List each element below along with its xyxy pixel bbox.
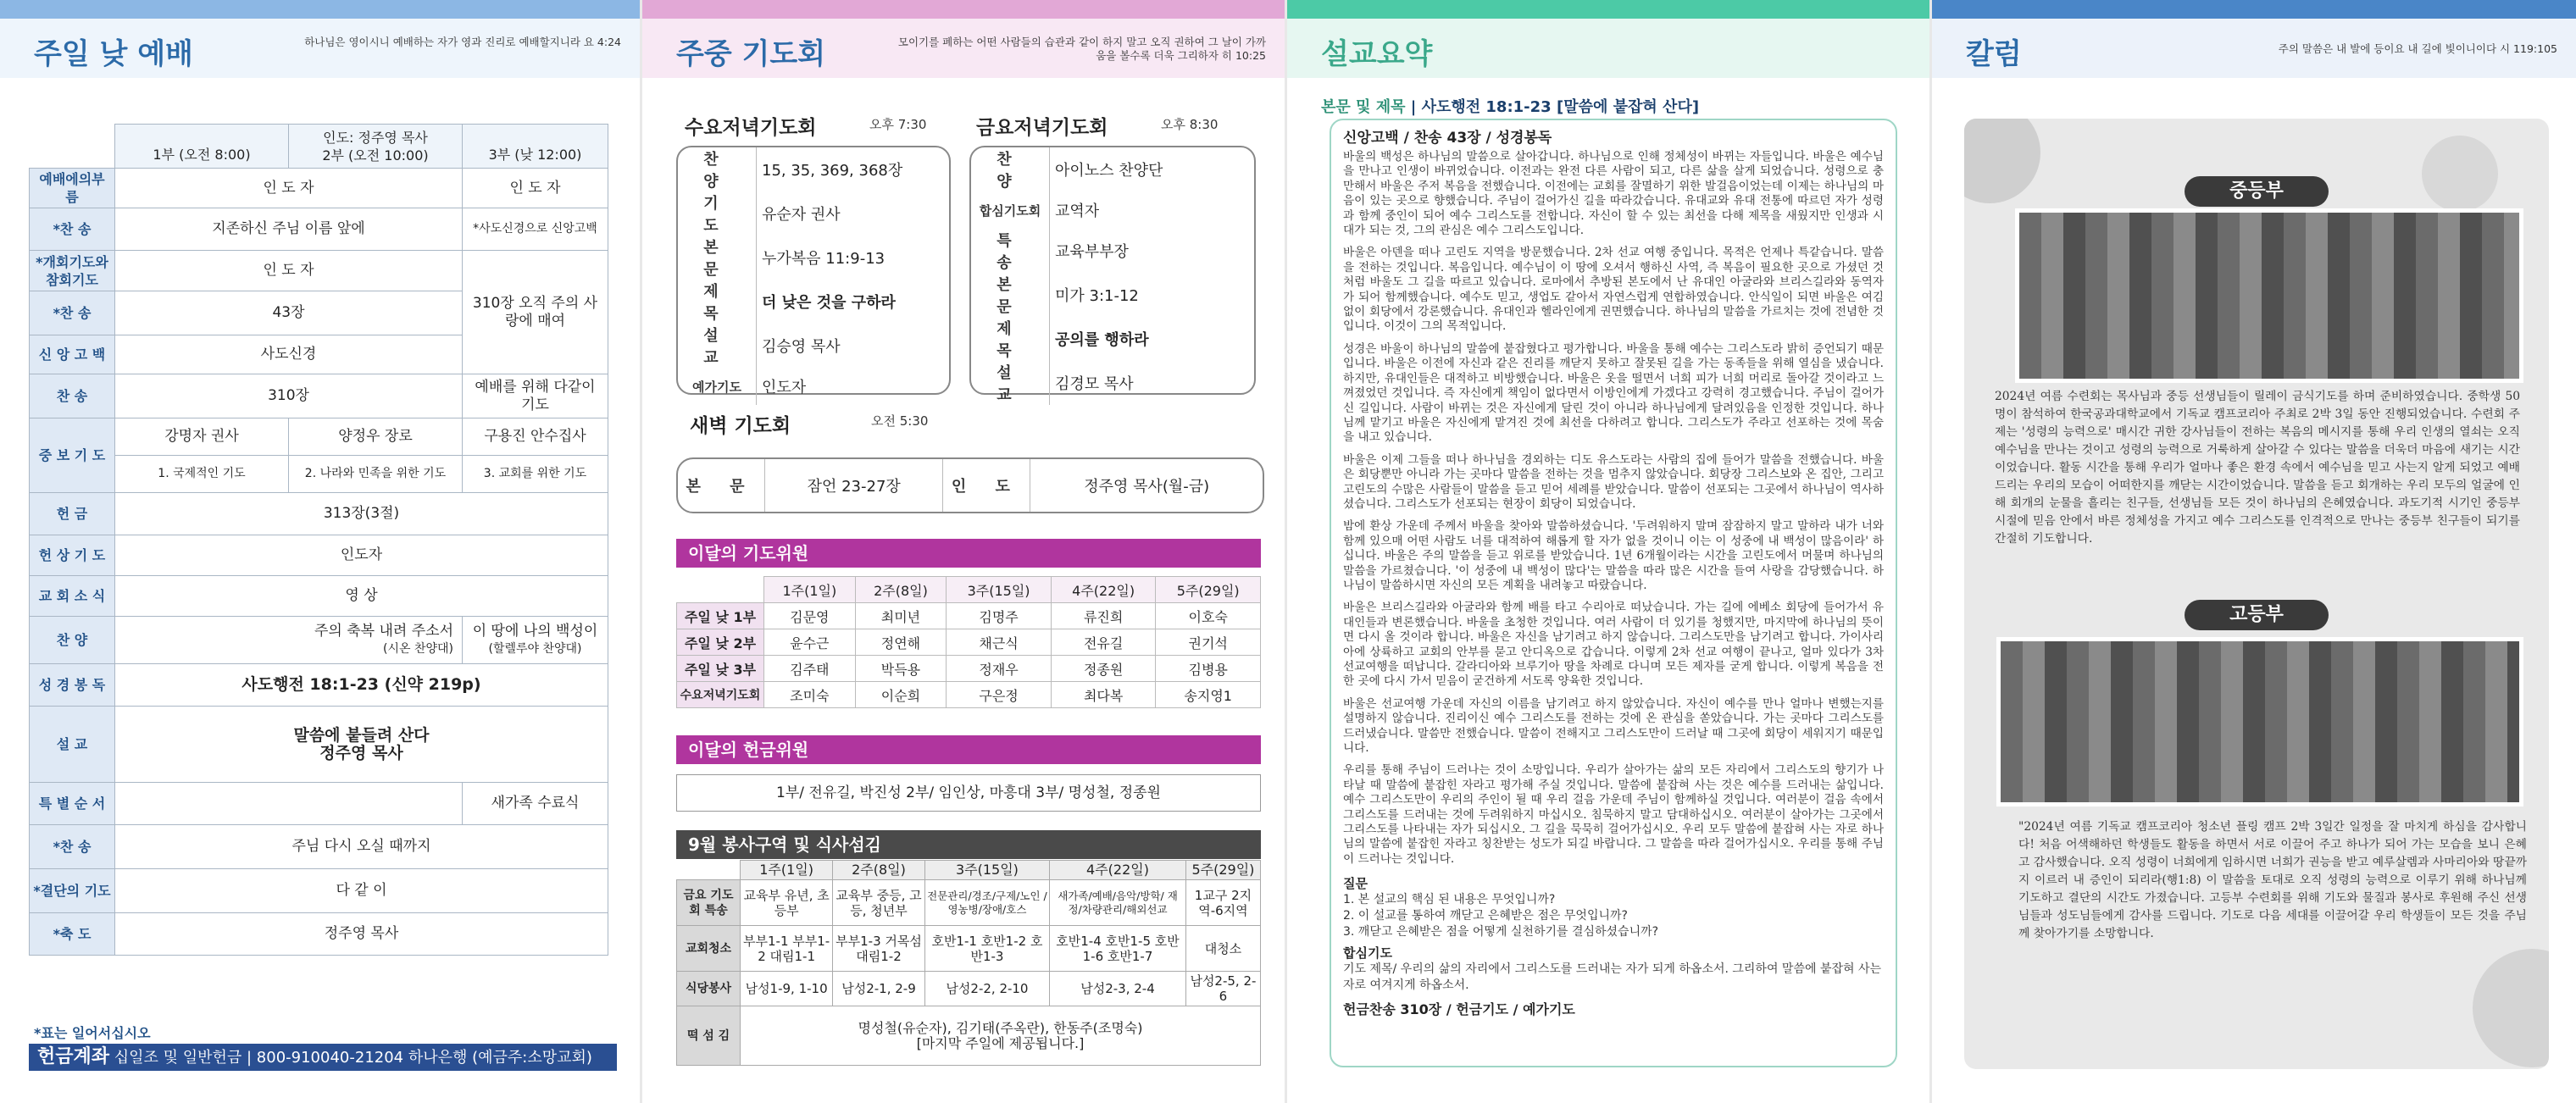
- table-row: *결단의 기도 다 같 이: [30, 869, 608, 913]
- section-pill-high: 고등부: [2185, 600, 2329, 630]
- section-pill-middle: 중등부: [2185, 176, 2329, 207]
- service-title: 9월 봉사구역 및 식사섬김: [676, 830, 1261, 859]
- table-row: 교 회 소 식 영 상: [30, 576, 608, 617]
- panel-title: 칼럼: [1966, 37, 2022, 71]
- table-row: 수요저녁기도회 조미숙 이순희 구은정 최다복 송지영1: [677, 682, 1261, 708]
- decor-circle: [1964, 119, 2040, 203]
- prayer-committee-title: 이달의 기도위원: [676, 539, 1261, 568]
- panel-title: 설교요약: [1321, 37, 1433, 71]
- table-row: 성 경 봉 독 사도행전 18:1-23 (신약 219p): [30, 664, 608, 707]
- sermon-paragraph: 성경은 바울이 하나님의 말씀에 붙잡혔다고 평가합니다. 바울을 통해 예수는 그리스도라 밝히 증언되기 때문입니다. 바울은 이전에 자신과 같은 진리를 깨닫지 못하고 잘못된 길을 가는 동족들을 위해 열심을 냈습니다. 하지만, 유대인들은 대적하고 비방했습니다. 바울은 옷을 떨면서 너희 피가 너희 머리로 돌아갈 것이라고 느껴졌었던 것입니다. 즉 자신에게 책임이 없다면서 이방인에게 가겠다고 강력히 경고했습니다. 주님이 걸어가신 길입니다. 사람이 바뀌는 것은 자신에게 달린 것이 아니라 하나님에게 달려있음을 인정한 것입니다. 하나님께 맡기고 바울은 자신에게 맡겨진 것에 최선을 다하려고 합니다. 그리스도가 주라고 선포하는 것에 목숨을 내고 있습니다.: [1343, 341, 1884, 445]
- table-row: 교회청소 부부1-1 부부1-2 대림1-1 부부1-3 거목섬 대림1-2 호반1-1 호반1-2 호반1-3 호반1-4 호반1-5 호반1-6 호반1-7 대청소: [677, 926, 1261, 972]
- sermon-paragraph: 바울은 선교여행 가운데 자신의 이름을 남기려고 하지 않았습니다. 자신이 예수를 만나 얼마나 변했는지를 설명하지 않습니다. 진리이신 예수 그리스도를 전하는 것에 온 관심을 쏟았습니다. 가는 곳마다 그리스도를 드러냈습니다. 말씀만 전했습니다. 말씀이 전해지고 그리스도만이 드러날 때 그곳에 회당이 세워지기 때문입니다.: [1343, 696, 1884, 756]
- panel-header: [642, 19, 1285, 78]
- col-part1: 1부 (오전 8:00): [115, 125, 289, 169]
- top-color-bar: [642, 0, 1285, 19]
- panel-header: [1287, 19, 1929, 78]
- prayer-committee-table: 1주(1일) 2주(8일) 3주(15일) 4주(22일) 5주(29일) 주일 낮 1부 김문영 최미년 김명주 류진희 이호숙 주일 낮 2부 윤수근 정연해 채근식 전유길 권기석 주일 낮 3부 김주태 박득용 정재우 정종원 김병용 수요저녁기도회 조미숙 이순희 구은정 최다복 송지영1: [676, 576, 1261, 708]
- table-row: 주일 낮 2부 윤수근 정연해 채근식 전유길 권기석: [677, 629, 1261, 656]
- table-row: 헌 금 313장(3절): [30, 493, 608, 535]
- wed-time: 오후 7:30: [869, 117, 927, 132]
- header-verse: 하나님은 영이시니 예배하는 자가 영과 진리로 예배할지니라 요 4:24: [304, 36, 621, 48]
- offering-committee-title: 이달의 헌금위원: [676, 735, 1261, 764]
- stand-note: *표는 일어서십시오: [34, 1025, 151, 1041]
- table-row: 예배에의부름 인 도 자 인 도 자: [30, 169, 608, 208]
- table-row: 금요 기도회 특송 교육부 유년, 초등부 교육부 중등, 고등, 청년부 전문관리/경조/구제/노인 /영농병/장애/호스 새가족/예배/음악/방학/ 재정/차량관리/해외선교 1교구 2지역-6지역: [677, 880, 1261, 926]
- questions-title: 질문: [1343, 876, 1368, 892]
- col-part2: 인도: 정주영 목사 2부 (오전 10:00): [289, 125, 463, 169]
- table-row: *찬 송 주님 다시 오실 때까지: [30, 825, 608, 869]
- table-row: 1. 국제적인 기도 2. 나라와 민족을 위한 기도 3. 교회를 위한 기도: [30, 456, 608, 493]
- table-row: *찬 송 지존하신 주님 이름 앞에 *사도신경으로 신앙고백: [30, 208, 608, 251]
- table-row: 식당봉사 남성1-9, 1-10 남성2-1, 2-9 남성2-2, 2-10 남성2-3, 2-4 남성2-5, 2-6: [677, 972, 1261, 1006]
- question: 1. 본 설교의 핵심 된 내용은 무엇입니까?: [1343, 893, 1556, 907]
- sermon-paragraph: 바울은 이제 그들을 떠나 하나님을 경외하는 디도 유스도라는 사람의 집에 들어가 말씀을 전했습니다. 바울은 회당뿐만 아니라 가는 곳마다 말씀을 전하는 것을 멈추지 않았습니다. 회당장 그리스보와 온 집안, 그리고 고린도의 수많은 사람들이 말씀을 듣고 믿어 세례를 받았습니다. 말씀이 선포되는 그곳에서 하나님이 역사하셨습니다. 그리스도가 선포되는 현장이 회당이 되었습니다.: [1343, 452, 1884, 511]
- group-photo-middle: [2015, 208, 2523, 383]
- dawn-time: 오전 5:30: [871, 413, 929, 429]
- question: 3. 깨닫고 은혜받은 점을 어떻게 실천하기를 결심하셨습니까?: [1343, 925, 1659, 939]
- fri-box: 찬 양 아이노스 찬양단 합심기도회 교역자 특 송 교육부부장 본 문 미가 3:1-12 제 목 공의를 행하라 설 교 김경모 목사: [969, 146, 1256, 395]
- column-text-high: "2024년 여름 기독교 캠프코리아 청소년 플링 캠프 2박 3일간 일정을 잘 마치게 하심을 감사합니다! 처음 어색해하던 학생들도 활동을 하면서 서로 이끌어 주고 하나가 되어 가는 모습을 보니 은혜고 감사했습니다. 오직 성령이 너희에게 임하시면 너희가 권능을 받고 예루살렘과 사마리아와 땅끝까지 이르러 내 증인이 되리라(행1:8) 이 말씀을 토대로 오직 성령의 능력으로 이루기 위해 하나님께 기도하고 결단의 시간도 가졌습니다. 고등부 수련회를 위해 기도와 물질과 봉사로 후원해 주신 선생님들과 성도님들에게 감사를 드립니다. 기도로 다음 세대를 이끌어갈 우리 학생들이 모든 것을 주님께 찾아가기를 소망합니다.: [2018, 820, 2527, 940]
- panel-header: [1932, 19, 2576, 78]
- sermon-first-line: 신앙고백 / 찬송 43장 / 성경봉독: [1343, 130, 1552, 147]
- top-color-bar: [1932, 0, 2576, 19]
- table-row: *찬 송 43장: [30, 291, 608, 335]
- header-verse: 모이기를 폐하는 어떤 사람들의 습관과 같이 하지 말고 오직 권하여 그 날이 가까움을 볼수록 더욱 그리하자 히 10:25: [897, 36, 1266, 62]
- table-row: 설 교 말씀에 붙들려 산다 정주영 목사: [30, 707, 608, 783]
- prayer-title: 합심기도: [1343, 945, 1392, 962]
- table-row: 헌 상 기 도 인도자: [30, 535, 608, 576]
- table-row: 주일 낮 1부 김문영 최미년 김명주 류진희 이호숙: [677, 603, 1261, 629]
- table-row: 주일 낮 3부 김주태 박득용 정재우 정종원 김병용: [677, 656, 1261, 682]
- question: 2. 이 설교를 통하여 깨닫고 은혜받은 점은 무엇입니까?: [1343, 909, 1628, 923]
- table-row: 특 별 순 서 새가족 수료식: [30, 783, 608, 825]
- table-row: *개회기도와 참회기도 인 도 자 310장 오직 주의 사랑에 매여: [30, 251, 608, 291]
- table-row: *축 도 정주영 목사: [30, 913, 608, 956]
- table-row: 중 보 기 도 강명자 권사 양정우 장로 구용진 안수집사: [30, 418, 608, 456]
- group-photo-high: [1996, 637, 2523, 806]
- panel-column: [1932, 0, 2576, 1103]
- col-part3: 3부 (낮 12:00): [463, 125, 608, 169]
- sermon-paragraph: 바울은 브리스길라와 아굴라와 함께 배를 타고 수리아로 떠났습니다. 가는 길에 에베소 회당에 들어가서 유대인들과 변론했습니다. 바울을 초청한 것입니다. 여러 사람이 더 있기를 청했지만, 마지막에 하나님의 뜻이면 다시 올 것이라 합니다. 바울은 자신을 남기려고 하지 않습니다. 그리스도만을 남기려고 합니다. 가이사리아에 상륙하고 교회의 안부를 묻고 안디옥으로 갑습니다. 이렇게 2차 선교 여행이 끝나고, 얼마 있다가 3차 선교여행을 떠납니다. 갈라디아와 브루기아 땅을 차례로 다니며 모든 제자를 굳게 합니다. 이렇게 복음을 전한 곳에 다시 가서 믿음이 굳건하게 서도록 양육한 것입니다.: [1343, 601, 1884, 689]
- panel-header: [0, 19, 640, 78]
- column-frame: [1964, 119, 2549, 1069]
- closing-order: 헌금찬송 310장 / 헌금기도 / 예가기도: [1343, 1001, 1575, 1018]
- header-verse: 주의 말씀은 내 발에 등이요 내 길에 빛이니이다 시 119:105: [2278, 42, 2557, 55]
- table-row: 찬 양 주의 축복 내려 주소서 (시온 찬양대) 이 땅에 나의 백성이 (할렐루야 찬양대): [30, 617, 608, 664]
- table-row: 떡 섬 김 명성철(유순자), 김기태(주옥란), 한동주(조명숙) [마지막 주일에 제공됩니다.]: [677, 1006, 1261, 1066]
- top-color-bar: [0, 0, 640, 19]
- panel-title: 주중 기도회: [676, 37, 826, 71]
- service-table: 1주(1일) 2주(8일) 3주(15일) 4주(22일) 5주(29일) 금요 기도회 특송 교육부 유년, 초등부 교육부 중등, 고등, 청년부 전문관리/경조/구제/노인 /영농병/장애/호스 새가족/예배/음악/방학/ 재정/차량관리/해외선교 1교구 2지역-6지역 교회청소 부부1-1 부부1-2 대림1-1 부부1-3 거목섬 대림1-2 호반1-1 호반1-2 호반1-3 호반1-4 호반1-5 호반1-6 호반1-7 대청소 식당봉사 남성1-9, 1-10 남성2-1, 2-9 남성2-2, 2-10 남성2-3, 2-4 남성2-5, 2-6 떡 섬 김 명성철(유순자), 김기태(주옥란), 한동주(조명숙) [마지막 주일에 제공됩니다.]: [676, 860, 1261, 1066]
- sermon-paragraph: 밤에 환상 가운데 주께서 바울을 찾아와 말씀하셨습니다. '두려워하지 말며 잠잠하지 말고 말하라 내가 너와 함께 있으매 어떤 사람도 너를 대적하여 해롭게 할 자가 없을 것이니 이는 이 성중에 내 백성이 많음이라' 하십니다. 바울은 주의 말씀을 듣고 위로를 받았습니다. 1년 6개월이라는 시간을 고린도에서 머물며 하나님의 말씀을 가르쳤습니다. '이 성중에 내 백성이 많다'는 말씀을 따라 많은 시간을 들여 사랑을 감당했습니다. 하나님이 말씀하시면 자신의 모든 계획을 내려놓고 따랐습니다.: [1343, 519, 1884, 592]
- sermon-paragraph: 바울은 아덴을 떠나 고린도 지역을 방문했습니다. 2차 선교 여행 중입니다. 목적은 언제나 특같습니다. 말씀을 전하는 것입니다. 복음입니다. 예수님이 이 땅에 오셔서 행하신 사역, 즉 복음이 필요한 곳으로 가셨던 것처럼 바울도 그 길을 따르고 있습니다. 로마에서 추방된 본도에서 난 유대인 아굴라와 브리스길라와 동역자가 되어 함께했습니다. 예수도 믿고, 생업도 같아서 자연스럽게 연합하였습니다. 안식일이 되면 바울은 여김없이 회당에서 강론했습니다. 유대인과 헬라인에게 권면했습니다. 하나님의 말씀을 가르치는 것에 전념한 것입니다. 이것이 그의 목적입니다.: [1343, 246, 1884, 334]
- panel-title: 주일 낮 예배: [34, 37, 193, 71]
- fri-time: 오후 8:30: [1161, 117, 1219, 132]
- top-color-bar: [1287, 0, 1929, 19]
- dawn-box: 본 문 잠언 23-27장 인 도 정주영 목사(월-금): [676, 457, 1264, 513]
- sermon-paragraph: 바울의 백성은 하나님의 말씀으로 살아갑니다. 하나님으로 인해 정체성이 바뀌는 자들입니다. 바울은 예수님을 만나고 인생이 바뀌었습니다. 이전과는 완전 다른 사람이 되고, 다른 삶을 살게 되었습니다. 성령으로 충만해서 바울은 주저 복음을 전했습니다. 이전에는 교회를 잘멸하기 위한 발걸음이었는데 이제는 하나님의 마음이 있는 곳으로 향했습니다. 주님이 걸어가신 길을 따라갔습니다. 유대교와 유대 전통에 따르던 자가 성령과 함께 중인이 되어 예수 그리스도를 전합니다. 자신이 할 수 있는 최선을 다해 제목을 새웠지만 인생과 시대가 되는 것, 그의 관심은 예수 그리스도입니다.: [1343, 150, 1884, 238]
- panel-sunday-worship: [0, 0, 640, 1103]
- sermon-heading: 본문 및 제목 | 사도행전 18:1-23 [말씀에 붙잡혀 산다]: [1321, 98, 1700, 116]
- decor-circle: [2473, 949, 2549, 1067]
- worship-order-table: [29, 124, 608, 956]
- table-row: 신 앙 고 백 사도신경: [30, 335, 608, 374]
- table-row: 찬 송 310장 예배를 위해 다같이 기도: [30, 374, 608, 418]
- prayer-text: 기도 제목/ 우리의 삶의 자리에서 그리스도를 드러내는 자가 되게 하옵소서. 그리하여 말씀에 붙잡혀 사는 자로 여겨지게 하옵소서.: [1343, 962, 1882, 993]
- panel-weekday-prayer: [642, 0, 1285, 1103]
- offering-account: 헌금계좌 십일조 및 일반헌금 | 800-910040-21204 하나은행 (예금주:소망교회): [29, 1044, 617, 1071]
- offering-committee-text: 1부/ 전유길, 박진성 2부/ 임인상, 마흥대 3부/ 명성철, 정종원: [676, 774, 1261, 812]
- dawn-title: 새벽 기도회: [690, 415, 791, 437]
- sermon-box: [1330, 119, 1897, 1067]
- sermon-paragraph: 우리를 통해 주님이 드러나는 것이 소망입니다. 우리가 살아가는 삶의 모든 자리에서 그리스도의 향기가 나타날 때 말씀에 붙잡힌 자라고 평가해 주실 것입니다. 말씀에 붙잡혀 사는 것은 예수를 드러내는 삶입니다. 예수 그리스도만이 우리의 주인이 될 때 우리 걸음 가운데 주님이 함께하실 것입니다. 여러분이 걸음 속에서 그리스도를 드러내는 것에 두려워하지 마십시오. 침묵하지 말고 담대하십시오. 여러분이 살아가는 그곳에서 그리스도를 나타내는 자가 되십시오. 그 길을 묵묵히 걸어가십시오. 우리 모두 말씀에 붙잡혀 사는 자로 하나님의 말씀에 붙잡힌 자라고 칭찬받는 성도가 되길 바랍니다. 그 말씀을 따라 걸어가십시오. 우리를 통해 주님이 드러나는 것입니다.: [1343, 763, 1884, 866]
- panel-sermon-summary: [1287, 0, 1929, 1103]
- decor-circle: [2422, 136, 2498, 212]
- fri-title: 금요저녁기도회: [976, 117, 1108, 139]
- wed-title: 수요저녁기도회: [685, 117, 817, 139]
- wed-box: 찬 양 15, 35, 369, 368장 기 도 유순자 권사 본 문 누가복음 11:9-13 제 목 더 낮은 것을 구하라 설 교 김승영 목사 예가기도 인도자: [676, 146, 951, 395]
- column-text-middle: 2024년 여름 수련회는 목사님과 중등 선생님들이 릴레이 금식기도를 하며 준비하였습니다. 중학생 50명이 참석하여 한국공과대학교에서 기독교 캠프코리아 주최로 2박 3일 동안 진행되었습니다. 수련회 주제는 '성령의 능력으로' 매시간 귀한 강사님들이 전하는 복음의 메시지를 통해 우리 인생의 열쇠는 오직 예수님을 만나는 것이고 성령의 능력으로 거룩하게 살아갈 수 있다는 말씀을 더욱더 마음에 새기는 시간이었습니다. 활동 시간을 통해 우리가 얼마나 좋은 환경 속에서 예수님을 믿고 사는지 알게 되었고 예배드리는 우리의 모습이 어떠한지를 깨닫는 시간이었습니다. 말씀을 듣고 회개하는 우리 모두의 얼굴에 인해 회개의 눈물을 흘리는 친구들, 선생님들 모든 것이 하나님의 은혜였습니다. 과도기적 시기인 중등부 시절에 믿음 안에서 바른 정체성을 가지고 예수 그리스도를 인격적으로 만나는 중등부 친구들이 되기를 간절히 기도합니다.: [1995, 390, 2520, 546]
